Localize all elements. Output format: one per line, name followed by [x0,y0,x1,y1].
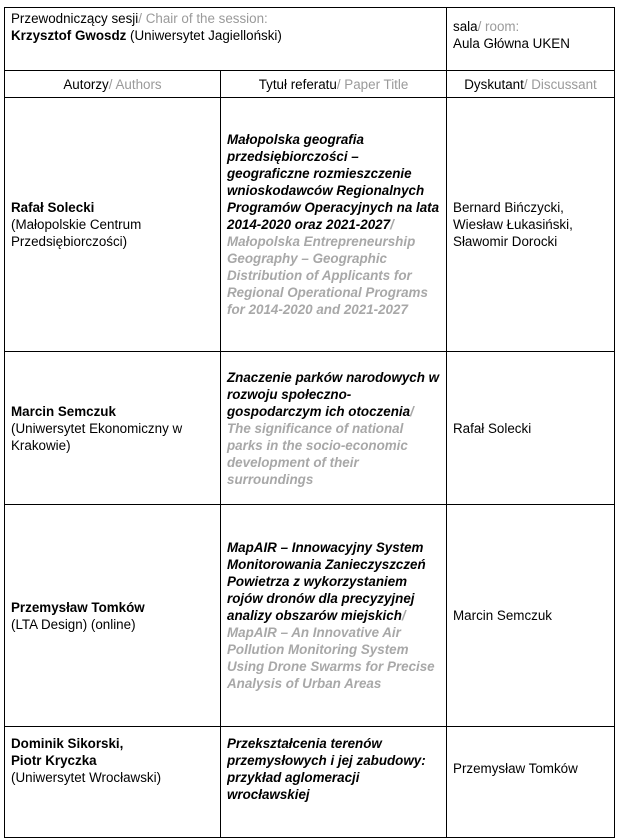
session-header-row [5,8,615,71]
table-row [5,98,615,352]
discussant-header: Dyskutant/ Discussant [447,71,615,98]
session-table [4,7,615,838]
chair-affiliation: (Uniwersytet Jagielloński) [126,28,282,43]
title-cell [221,98,447,352]
title-cell [221,505,447,727]
author-cell [5,727,221,838]
chair-cell [5,8,447,71]
author-affiliation: (Uniwersytet Wrocławski) [11,770,162,785]
author-name: Przemysław Tomków [11,599,145,615]
author-name: Marcin Semczuk [11,403,116,419]
discussant-cell: Przemysław Tomków [447,727,615,838]
table-row [5,352,615,505]
paper-title-pl: Przekształcenia terenów przemysłowych i jej zabudowy: przykład aglomeracji wrocławskiej [227,736,426,802]
table-row [5,727,615,838]
author-name-1: Dominik Sikorski, [11,736,124,751]
chair-label: Przewodniczący sesji [11,11,139,26]
author-affiliation: (LTA Design) (online) [11,616,136,632]
discussant-cell: Rafał Solecki [447,352,615,505]
author-name: Rafał Solecki [11,200,95,215]
room-cell [447,8,615,71]
author-cell [5,352,221,505]
author-name-2: Piotr Kryczka [11,753,97,768]
room-label: sala [453,19,478,34]
paper-title-pl: Małopolska geografia przedsiębiorczości – geograficzne rozmieszczenie wnioskodawców Regionalnych Programów Operacyjnych na lata 2014-2020 oraz 2021-2027 [227,132,440,232]
title-header: Tytuł referatu/ Paper Title [221,71,447,98]
author-cell [5,98,221,352]
author-affiliation: (Uniwersytet Ekonomiczny w Krakowie) [11,420,183,453]
title-cell [221,352,447,505]
room-label-en: / room: [477,19,520,34]
chair-name: Krzysztof Gwosdz [11,28,127,43]
paper-title-en: / The significance of national parks in the socio-economic development of their surroundings [227,403,414,487]
author-affiliation: (Małopolskie Centrum Przedsiębiorczości) [11,217,142,249]
paper-title-pl: Znaczenie parków narodowych w rozwoju społeczno-gospodarczym ich otoczenia [227,369,440,419]
authors-header: Autorzy/ Authors [5,71,221,98]
paper-title-en: / MapAIR – An Innovative Air Pollution Monitoring System Using Drone Swarms for Precise Analysis of Urban Areas [227,608,435,691]
title-cell [221,727,447,838]
discussant-cell: Bernard Bińczycki, Wiesław Łukasiński, Sławomir Dorocki [447,98,615,352]
paper-title-pl: MapAIR – Innowacyjny System Monitorowania Zanieczyszczeń Powietrza z wykorzystaniem rojów dronów dla precyzyjnej analizy obszarów miejskich [227,540,426,623]
table-row [5,505,615,727]
column-header-row [5,71,615,98]
author-cell [5,505,221,727]
paper-title-en: / Małopolska Entrepreneurship Geography – Geographic Distribution of Applicants for Regional Operational Programs for 2014-2020 and 2021-2027 [227,217,428,317]
discussant-cell: Marcin Semczuk [447,505,615,727]
room-name: Aula Główna UKEN [453,36,570,51]
chair-label-en: / Chair of the session: [138,11,268,26]
